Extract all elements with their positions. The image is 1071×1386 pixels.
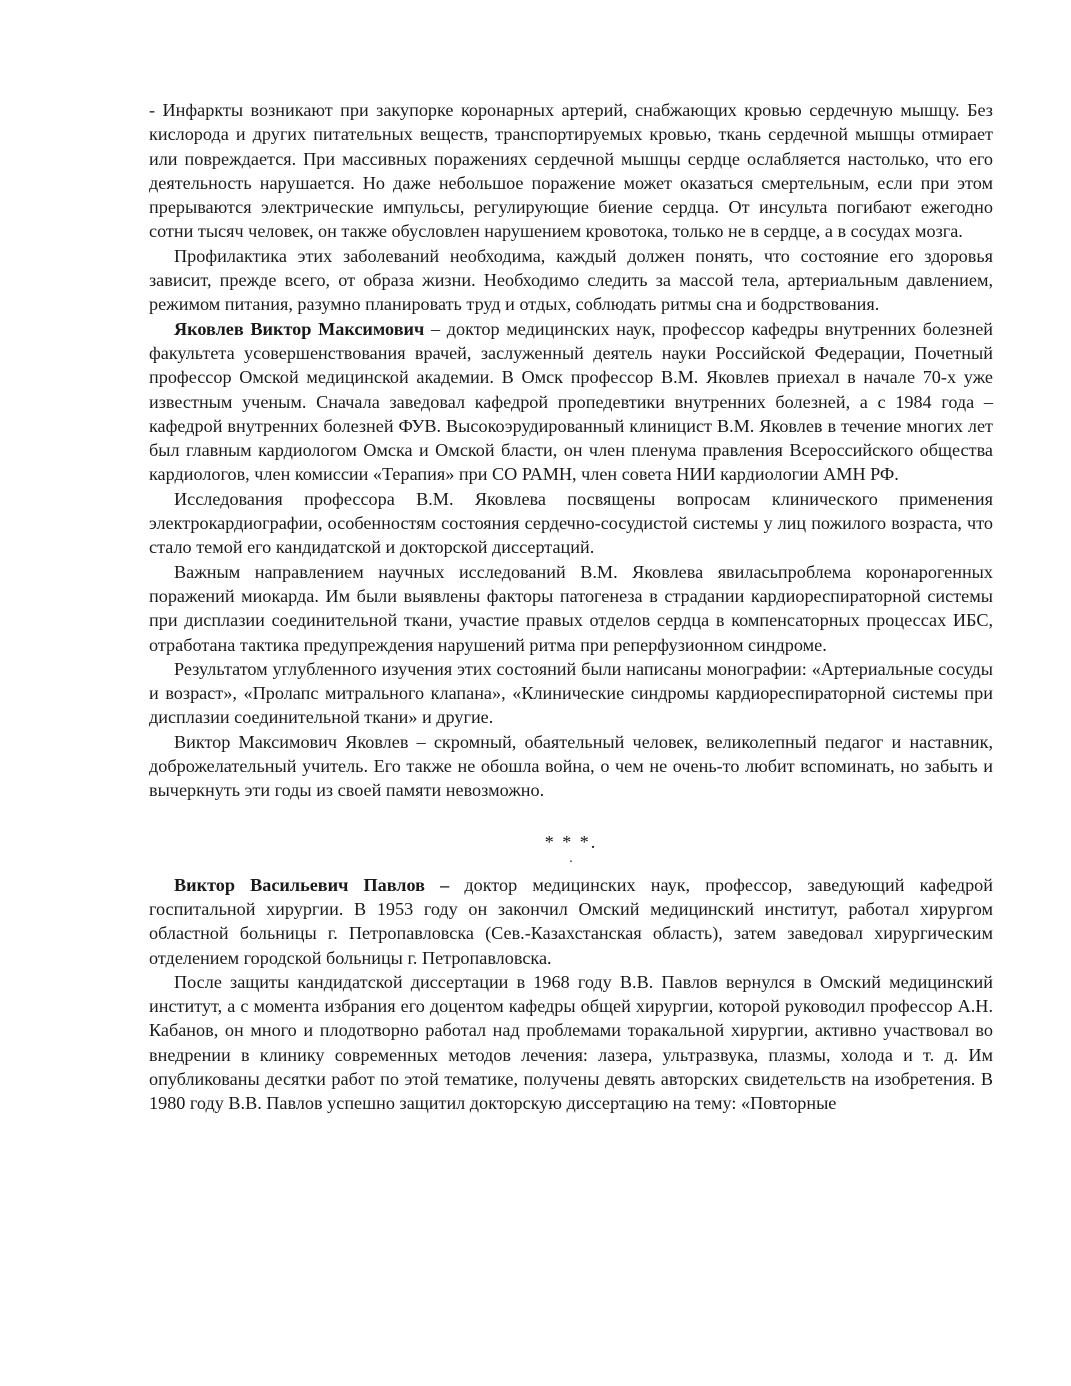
paragraph-infarcts: - Инфаркты возникают при закупорке коронарных артерий, снабжающих кровью сердечную мышцу. Без кислорода и других питательных веществ, транспортируемых кровью, ткань сердечной мышцы отмирает или повреждается. При массивных поражениях сердечной мышцы сердце ослабляется настолько, что его деятельность нарушается. Но даже небольшое поражение может оказаться смертельным, если при этом прерываются электрические импульсы, регулирующие биение сердца. От инсульта погибают ежегодно сотни тысяч человек, он также обусловлен нарушением кровотока, только не в сердце, а в сосудах мозга. [149,100,993,242]
document-page [149,98,993,1116]
name-yakovlev: Яковлев Виктор Максимович [174,318,425,339]
paragraph-yakovlev-monographs: Результатом углубленного изучения этих состояний были написаны монографии: «Артериальные сосуды и возраст», «Пролапс митрального клапана», «Клинические синдромы кардиореспираторной системы при дисплазии соединительной ткани» и другие. [149,658,993,728]
paragraph-yakovlev-direction: Важным направлением научных исследований В.М. Яковлева явиласьпроблема коронарогенных поражений миокарда. Им были выявлены факторы патогенеза в страдании кардиореспираторной системы при дисплазии соединительной ткани, участие правых отделов сердца в компенсаторных процессах ИБС, отработана тактика предупреждения нарушений ритма при реперфузионном синдроме. [149,561,993,655]
section-separator: * * *. [544,831,598,852]
paragraph-yakovlev-personal: Виктор Максимович Яковлев – скромный, обаятельный человек, великолепный педагог и наставник, доброжелательный учитель. Его также не обошла война, о чем не очень-то любит вспоминать, но забыть и вычеркнуть эти годы из своей памяти невозможно. [149,731,993,801]
paragraph-pavlov-bio: Виктор Васильевич Павлов – доктор медицинских наук, профессор, заведующий кафедрой госпитальной хирургии. В 1953 году он закончил Омский медицинский институт, работал хирургом областной больницы г. Петропавловска (Сев.-Казахстанская область), затем заведовал хирургическим отделением городской больницы г. Петропавловска. [149,874,993,968]
separator-dot: . [569,850,573,866]
paragraph-pavlov-career: После защиты кандидатской диссертации в 1968 году В.В. Павлов вернулся в Омский медицинский институт, а с момента избрания его доцентом кафедры общей хирургии, которой руководил профессор А.Н. Кабанов, он много и плодотворно работал над проблемами торакальной хирургии, активно участвовал во внедрении в клинику современных методов лечения: лазера, ультразвука, плазмы, холода и т. д. Им опубликованы десятки работ по этой тематике, получены девять авторских свидетельств на изобретения. В 1980 году В.В. Павлов успешно защитил докторскую диссертацию на тему: «Повторные [149,971,993,1114]
paragraph-yakovlev-research: Исследования профессора В.М. Яковлева посвящены вопросам клинического применения электрокардиографии, особенностям состояния сердечно-сосудистой системы у лиц пожилого возраста, что стало темой его кандидатской и докторской диссертаций. [149,488,993,558]
paragraph-yakovlev-bio: Яковлев Виктор Максимович – доктор медицинских наук, профессор кафедры внутренних болезней факультета усовершенствования врачей, заслуженный деятель науки Российской Федерации, Почетный профессор Омской медицинской академии. В Омск профессор В.М. Яковлев приехал в начале 70-х уже известным ученым. Сначала заведовал кафедрой пропедевтики внутренних болезней, а с 1984 года – кафедрой внутренних болезней ФУВ. Высокоэрудированный клиницист В.М. Яковлев в течение многих лет был главным кардиологом Омска и Омской бласти, он член пленума правления Всероссийского общества кардиологов, член комиссии «Терапия» при СО РАМН, член совета НИИ кардиологии АМН РФ. [149,318,993,485]
name-pavlov: Виктор Васильевич Павлов – [174,874,450,895]
paragraph-prevention: Профилактика этих заболеваний необходима, каждый должен понять, что состояние его здоровья зависит, прежде всего, от образа жизни. Необходимо следить за массой тела, артериальным давлением, режимом питания, разумно планировать труд и отдых, соблюдать ритмы сна и бодрствования. [149,245,993,315]
